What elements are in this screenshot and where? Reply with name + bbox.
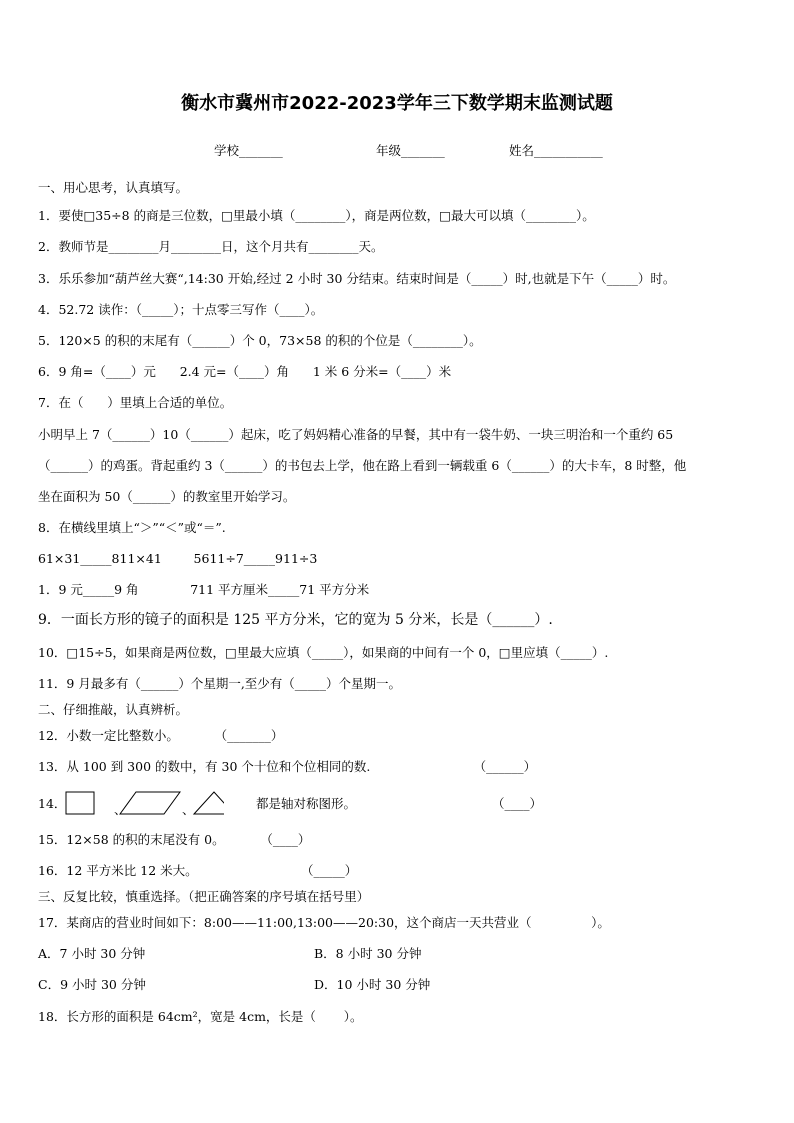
question-14-number: 14． (38, 796, 67, 811)
question-13: 13．从 100 到 300 的数中，有 30 个十位和个位相同的数. （______） (38, 759, 537, 774)
section-1-heading: 一、用心思考，认真填写。 (38, 180, 189, 195)
question-8-row: 1．9 元_____9 角 711 平方厘米_____71 平方分米 (38, 582, 370, 597)
question-8: 8．在横线里填上“＞”“＜”或“＝”. (38, 520, 226, 535)
grade-field[interactable]: 年级_______ (376, 143, 445, 158)
question-17: 17．某商店的营业时间如下：8:00——11:00,13:00——20:30，这个商店一天共营业（ ）。 (38, 915, 610, 930)
question-18: 18．长方形的面积是 64cm²，宽是 4cm，长是（ ）。 (38, 1009, 363, 1024)
question-11: 11．9 月最多有（______）个星期一,至少有（_____）个星期一。 (38, 676, 402, 691)
question-14-text: 都是轴对称图形。 (256, 796, 357, 811)
question-6: 6．9 角=（____）元 2.4 元=（____）角 1 米 6 分米=（____）米 (38, 364, 452, 379)
option-d[interactable]: D．10 小时 30 分钟 (314, 977, 431, 992)
question-12: 12．小数一定比整数小。 （_______） (38, 728, 284, 743)
question-15: 15．12×58 的积的末尾没有 0。 （____） (38, 832, 311, 847)
question-10: 10．□15÷5，如果商是两位数，□里最大应填（_____），如果商的中间有一个 0，□里应填（_____）. (38, 645, 609, 660)
question-7: 7．在（ ）里填上合适的单位。 (38, 395, 233, 410)
option-c[interactable]: C．9 小时 30 分钟 (38, 977, 146, 992)
question-3: 3．乐乐参加“葫芦丝大赛“,14:30 开始,经过 2 小时 30 分结束。结束时间是（_____）时,也就是下午（_____）时。 (38, 271, 676, 286)
question-8-row: 61×31_____811×41 5611÷7_____911÷3 (38, 551, 318, 566)
question-14-shapes (64, 790, 224, 818)
separator: 、 (114, 802, 127, 817)
question-1: 1．要使□35÷8 的商是三位数，□里最小填（________），商是两位数，□最大可以填（________）。 (38, 208, 595, 223)
page-title: 衡水市冀州市2022-2023学年三下数学期末监测试题 (181, 93, 613, 114)
question-16: 16．12 平方米比 12 米大。 （_____） (38, 863, 358, 878)
question-5: 5．120×5 的积的末尾有（______）个 0，73×58 的积的个位是（________）。 (38, 333, 482, 348)
question-7-text: （______）的鸡蛋。背起重约 3（______）的书包去上学，他在路上看到一辆载重 6（______）的大卡车，8 时整，他 (38, 458, 687, 473)
section-3-heading: 三、反复比较，慎重选择。（把正确答案的序号填在括号里） (38, 889, 370, 904)
separator: 、 (182, 802, 195, 817)
question-2: 2．教师节是________月________日，这个月共有________天。 (38, 239, 384, 254)
option-b[interactable]: B．8 小时 30 分钟 (314, 946, 422, 961)
triangle-shape (194, 792, 224, 814)
option-a[interactable]: A．7 小时 30 分钟 (38, 946, 146, 961)
school-field[interactable]: 学校_______ (214, 143, 283, 158)
question-7-text: 坐在面积为 50（______）的教室里开始学习。 (38, 489, 296, 504)
question-4: 4．52.72 读作：（_____）；十点零三写作（____）。 (38, 302, 324, 317)
question-9: 9．一面长方形的镜子的面积是 125 平方分米，它的宽为 5 分米，长是（______）. (38, 612, 553, 628)
question-7-text: 小明早上 7（______）10（______）起床，吃了妈妈精心准备的早餐，其中有一袋牛奶、一块三明治和一个重约 65 (38, 427, 674, 442)
name-field[interactable]: 姓名___________ (509, 143, 603, 158)
parallelogram-shape (120, 792, 180, 814)
question-14-blank[interactable]: （____） (492, 796, 543, 811)
square-shape (66, 792, 94, 814)
section-2-heading: 二、仔细推敲，认真辨析。 (38, 702, 189, 717)
